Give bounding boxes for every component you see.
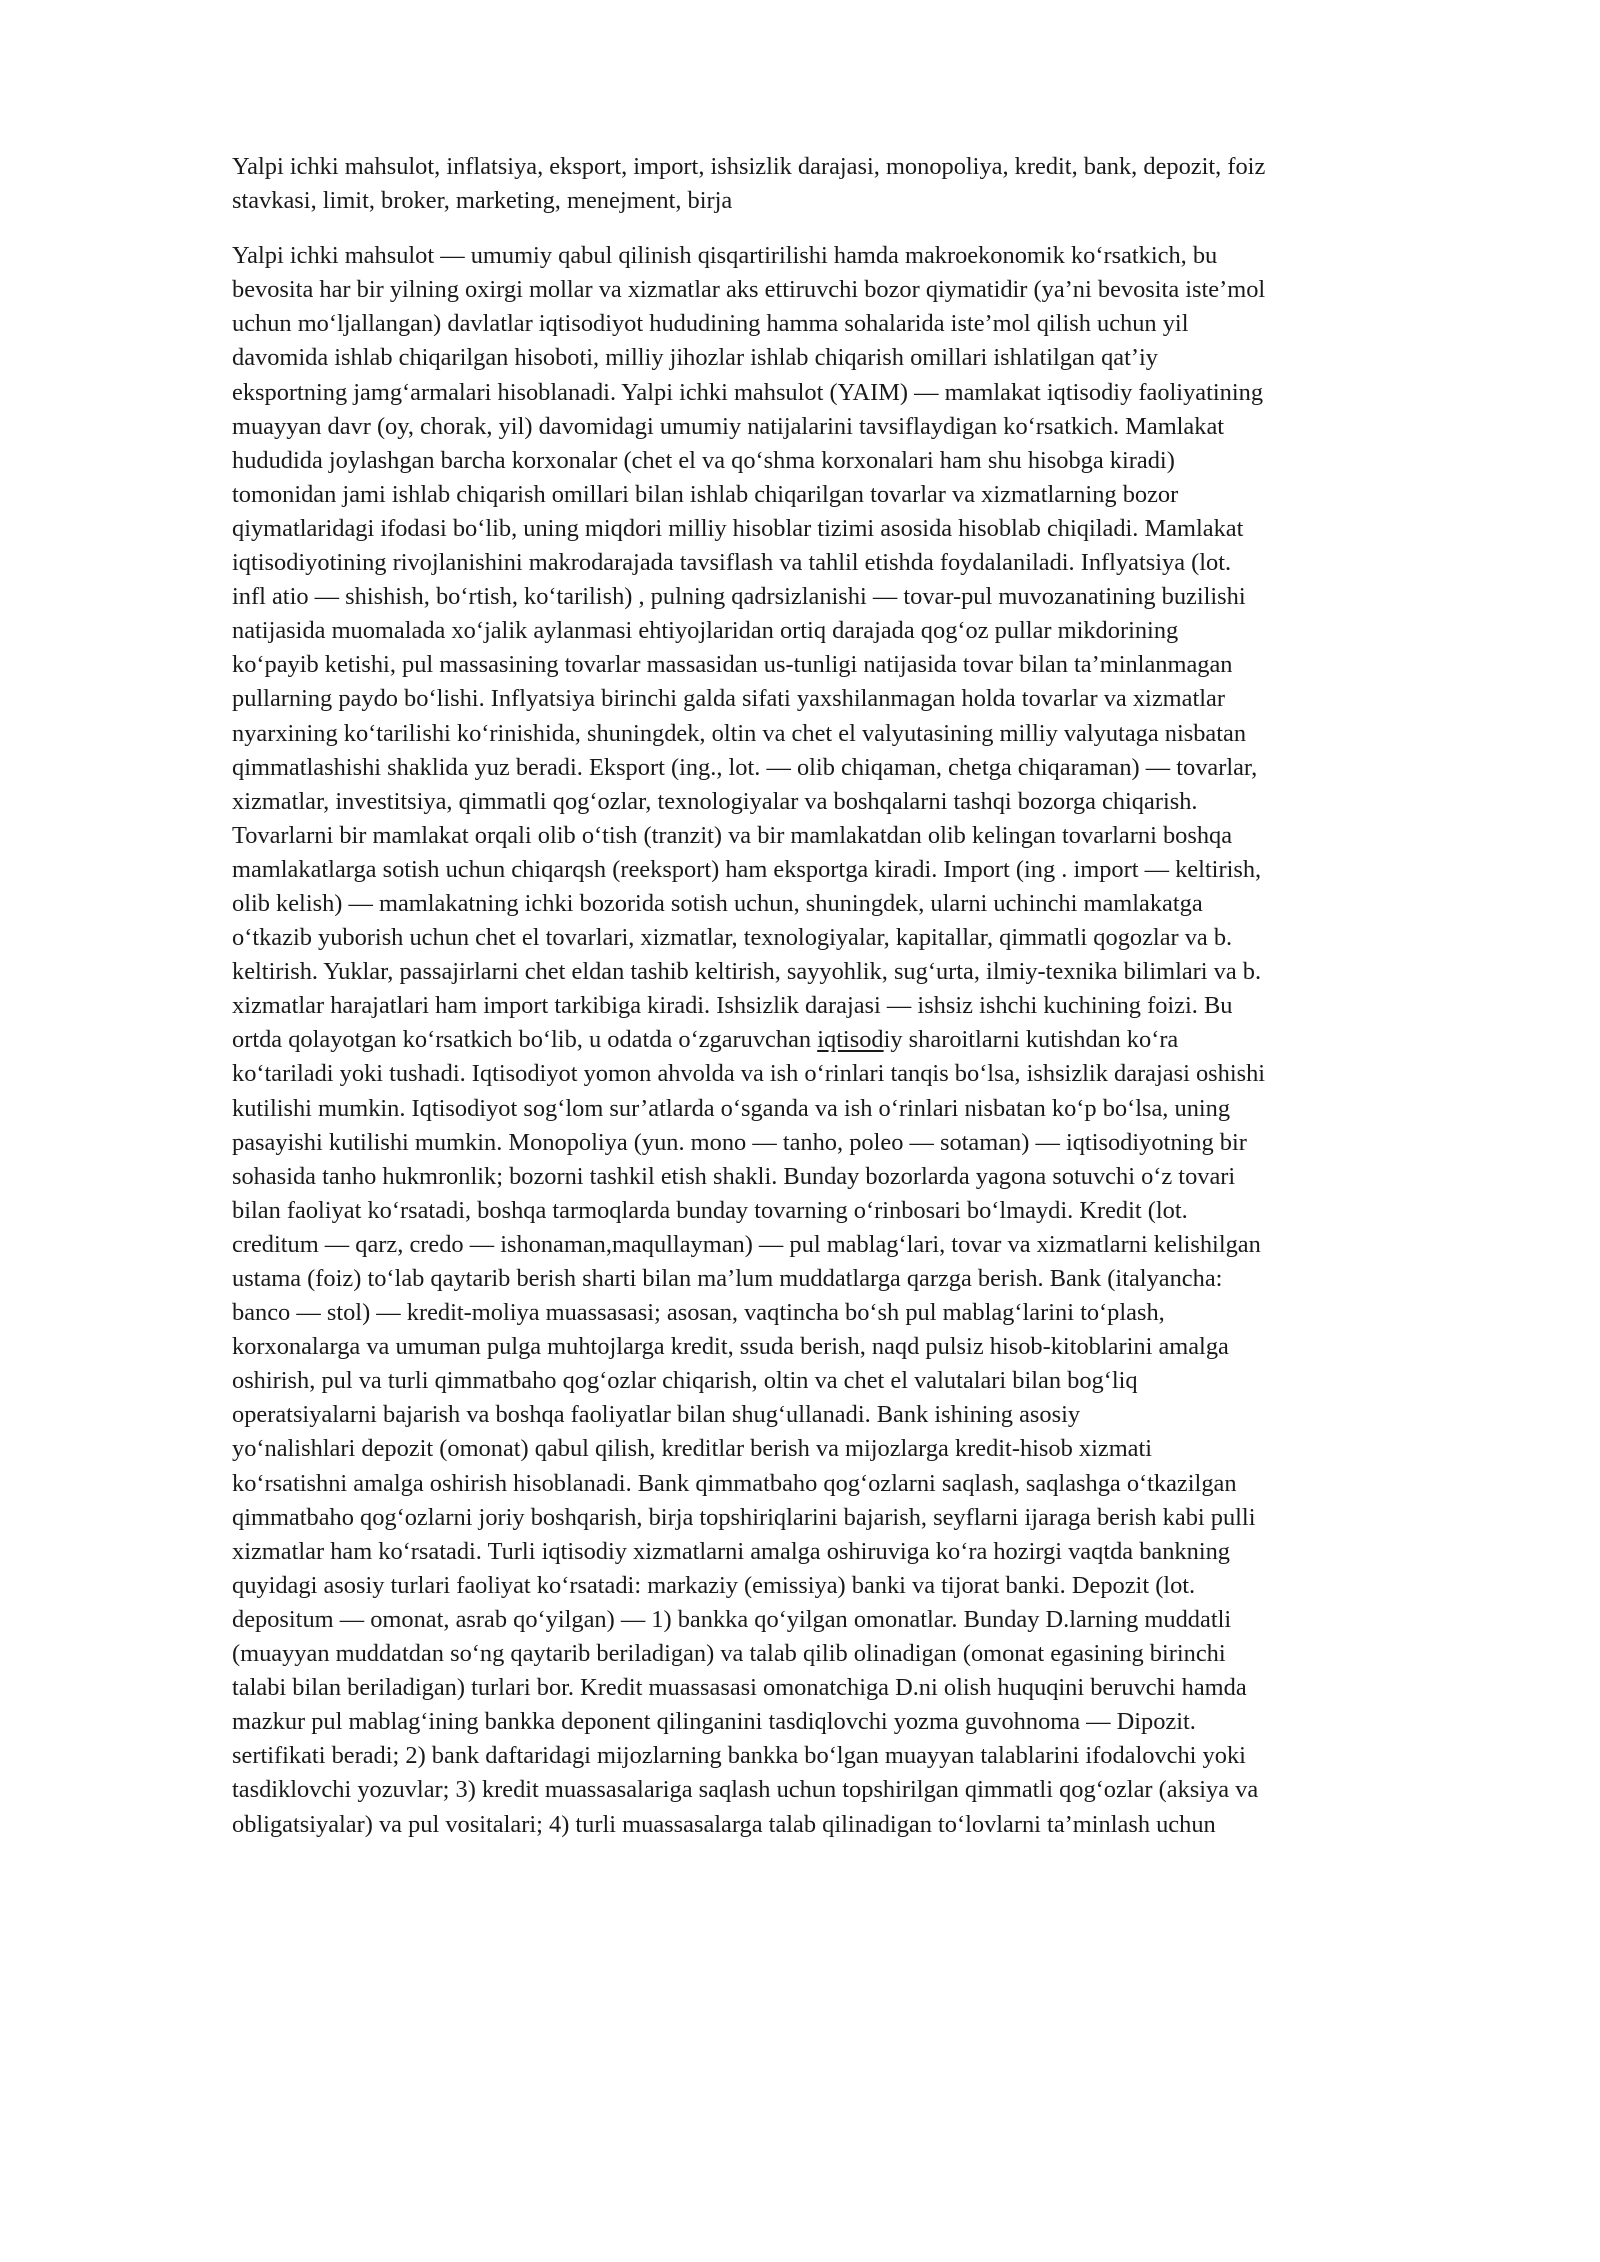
body-line: muayyan davr (oy, chorak, yil) davomidagi umumiy natijalarini tavsiflaydigan ko‘rsatkich. Mamlakat	[232, 412, 1225, 440]
body-line: ko‘tariladi yoki tushadi. Iqtisodiyot yomon ahvolda va ish o‘rinlari tanqis bo‘lsa, ishsizlik darajasi oshishi	[232, 1060, 1266, 1088]
underlined-word: iqtisod	[817, 1026, 884, 1054]
body-line: tomonidan jami ishlab chiqarish omillari bilan ishlab chiqarilgan tovarlar va xizmatlarning bozor	[232, 480, 1179, 508]
body-line: Tovarlarni bir mamlakat orqali olib o‘tish (tranzit) va bir mamlakatdan olib kelingan tovarlarni boshqa	[232, 821, 1233, 849]
body-line: yo‘nalishlari depozit (omonat) qabul qilish, kreditlar berish va mijozlarga kredit-hisob xizmati	[232, 1435, 1153, 1463]
body-line: iqtisodiyotining rivojlanishini makrodarajada tavsiflash va tahlil etishda foydalaniladi. Inflyatsiya (lot.	[232, 549, 1232, 577]
body-line-with-underline	[232, 1023, 1447, 1057]
body-line: xizmatlar ham ko‘rsatadi. Turli iqtisodiy xizmatlarni amalga oshiruviga ko‘ra hozirgi vaqtda bankning	[232, 1537, 1230, 1565]
body-line: eksportning jamg‘armalari hisoblanadi. Yalpi ichki mahsulot (YAIM) — mamlakat iqtisodiy faoliyatining	[232, 378, 1264, 406]
body-line: ustama (foiz) to‘lab qaytarib berish sharti bilan ma’lum muddatlarga qarzga berish. Bank (italyancha:	[232, 1265, 1223, 1292]
keywords-line: stavkasi, limit, broker, marketing, menejment, birja	[232, 187, 733, 215]
body-line: operatsiyalarni bajarish va boshqa faoliyatlar bilan shug‘ullanadi. Bank ishining asosiy	[232, 1401, 1081, 1429]
line-text-after: iy sharoitlarni kutishdan ko‘ra	[883, 1026, 1179, 1054]
keywords-line: Yalpi ichki mahsulot, inflatsiya, eksport, import, ishsizlik darajasi, monopoliya, kredit, bank, depozit, foiz	[232, 153, 1266, 180]
body-line: quyidagi asosiy turlari faoliyat ko‘rsatadi: markaziy (emissiya) banki va tijorat banki. Depozit (lot.	[232, 1571, 1196, 1599]
body-line: talabi bilan beriladigan) turlari bor. Kredit muassasasi omonatchiga D.ni olish huquqini beruvchi hamda	[232, 1674, 1247, 1702]
document-content	[232, 150, 1447, 1842]
body-line: obligatsiyalar) va pul vositalari; 4) turli muassasalarga talab qilinadigan to‘lovlarni ta’minlash uchun	[232, 1810, 1216, 1838]
body-line: (muayyan muddatdan so‘ng qaytarib beriladigan) va talab qilib olinadigan (omonat egasining birinchi	[232, 1640, 1226, 1668]
body-line: mazkur pul mablag‘ining bankka deponent qilinganini tasdiqlovchi yozma guvohnoma — Dipozit.	[232, 1708, 1196, 1736]
body-line: pasayishi kutilishi mumkin. Monopoliya (yun. mono — tanho, poleo — sotaman) — iqtisodiyotning bir	[232, 1128, 1247, 1156]
line-text-before: ortda qolayotgan ko‘rsatkich bo‘lib, u odatda o‘zgaruvchan	[232, 1026, 818, 1054]
body-line: infl atio — shishish, bo‘rtish, ko‘tarilish) , pulning qadrsizlanishi — tovar-pul muvozanatining buzilishi	[232, 583, 1246, 611]
body-line: olib kelish) — mamlakatning ichki bozorida sotish uchun, shuningdek, ularni uchinchi mamlakatga	[232, 889, 1203, 917]
body-line: xizmatlar, investitsiya, qimmatli qog‘ozlar, texnologiyalar va boshqalarni tashqi bozorga chiqarish.	[232, 787, 1198, 815]
body-line: bilan faoliyat ko‘rsatadi, boshqa tarmoqlarda bunday tovarning o‘rinbosari bo‘lmaydi. Kredit (lot.	[232, 1196, 1188, 1224]
body-line: qimmatbaho qog‘ozlarni joriy boshqarish, birja topshiriqlarini bajarish, seyflarni ijaraga berish kabi pulli	[232, 1503, 1256, 1531]
body-line: natijasida muomalada xo‘jalik aylanmasi ehtiyojlaridan ortiq darajada qog‘oz pullar mikdorining	[232, 617, 1179, 645]
body-line: sertifikati beradi; 2) bank daftaridagi mijozlarning bankka bo‘lgan muayyan talablarini ifodalovchi yoki	[232, 1742, 1246, 1770]
body-line: davomida ishlab chiqarilgan hisoboti, milliy jihozlar ishlab chiqarish omillari ishlatilgan qat’iy	[232, 344, 1158, 372]
body-line: mamlakatlarga sotish uchun chiqarqsh (reeksport) ham eksportga kiradi. Import (ing . import — keltirish,	[232, 855, 1262, 883]
body-line: bevosita har bir yilning oxirgi mollar va xizmatlar aks ettiruvchi bozor qiymatidir (ya’ni bevosita iste’mol	[232, 276, 1266, 304]
body-line: nyarxining ko‘tarilishi ko‘rinishida, shuningdek, oltin va chet el valyutasining milliy valyutaga nisbatan	[232, 719, 1247, 747]
body-paragraph	[232, 239, 1447, 1841]
body-line: xizmatlar harajatlari ham import tarkibiga kiradi. Ishsizlik darajasi — ishsiz ishchi kuchining foizi. Bu	[232, 992, 1233, 1020]
body-line: depositum — omonat, asrab qo‘yilgan) — 1) bankka qo‘yilgan omonatlar. Bunday D.larning muddatli	[232, 1605, 1232, 1633]
body-line: banco — stol) — kredit-moliya muassasasi; asosan, vaqtincha bo‘sh pul mablag‘larini to‘plash,	[232, 1299, 1165, 1327]
body-line: uchun mo‘ljallangan) davlatlar iqtisodiyot hududining hamma sohalarida iste’mol qilish uchun yil	[232, 310, 1189, 338]
body-line: keltirish. Yuklar, passajirlarni chet eldan tashib keltirish, sayyohlik, sug‘urta, ilmiy-texnika bilimlari va b.	[232, 958, 1262, 986]
body-line: ko‘rsatishni amalga oshirish hisoblanadi. Bank qimmatbaho qog‘ozlarni saqlash, saqlashga o‘tkazilgan	[232, 1469, 1237, 1497]
body-line: o‘tkazib yuborish uchun chet el tovarlari, xizmatlar, texnologiyalar, kapitallar, qimmatli qogozlar va b.	[232, 924, 1233, 952]
body-line: hududida joylashgan barcha korxonalar (chet el va qo‘shma korxonalari ham shu hisobga kiradi)	[232, 446, 1175, 474]
body-line: qimmatlashishi shaklida yuz beradi. Eksport (ing., lot. — olib chiqaman, chetga chiqaraman) — tovarlar,	[232, 753, 1258, 781]
body-line: qiymatlaridagi ifodasi bo‘lib, uning miqdori milliy hisoblar tizimi asosida hisoblab chiqiladi. Mamlakat	[232, 514, 1244, 542]
body-line: sohasida tanho hukmronlik; bozorni tashkil etish shakli. Bunday bozorlarda yagona sotuvchi o‘z tovari	[232, 1162, 1236, 1190]
body-line: korxonalarga va umuman pulga muhtojlarga kredit, ssuda berish, naqd pulsiz hisob-kitoblarini amalga	[232, 1333, 1229, 1361]
body-line: pullarning paydo bo‘lishi. Inflyatsiya birinchi galda sifati yaxshilanmagan holda tovarlar va xizmatlar	[232, 685, 1225, 713]
body-line: Yalpi ichki mahsulot — umumiy qabul qilinish qisqartirilishi hamda makroekonomik ko‘rsatkich, bu	[232, 242, 1218, 270]
body-line: tasdiklovchi yozuvlar; 3) kredit muassasalariga saqlash uchun topshirilgan qimmatli qog‘ozlar (aksiya va	[232, 1776, 1259, 1804]
keywords-paragraph	[232, 150, 1447, 218]
body-line: kutilishi mumkin. Iqtisodiyot sog‘lom sur’atlarda o‘sganda va ish o‘rinlari nisbatan ko‘p bo‘lsa, uning	[232, 1094, 1231, 1122]
body-line: oshirish, pul va turli qimmatbaho qog‘ozlar chiqarish, oltin va chet el valutalari bilan bog‘liq	[232, 1367, 1138, 1395]
body-line: ko‘payib ketishi, pul massasining tovarlar massasidan us-tunligi natijasida tovar bilan ta’minlanmagan	[232, 651, 1233, 679]
body-line: creditum — qarz, credo — ishonaman,maqullayman) — pul mablag‘lari, tovar va xizmatlarni kelishilgan	[232, 1230, 1261, 1258]
